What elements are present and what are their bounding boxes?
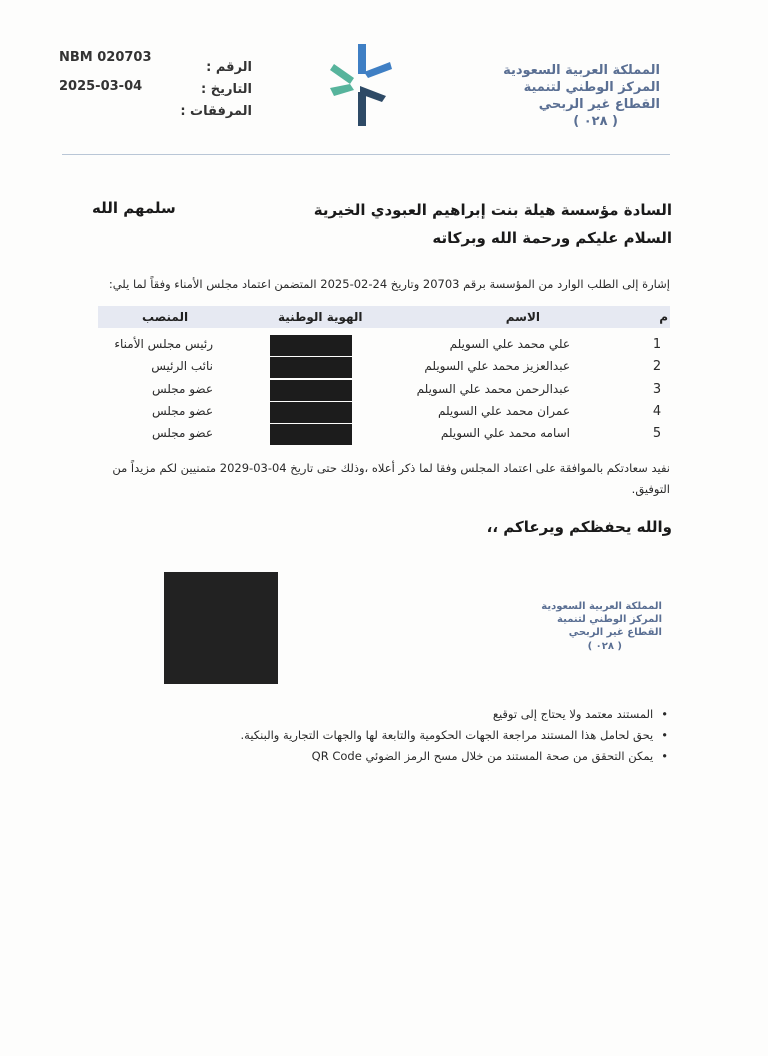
- row-num: 2: [652, 359, 662, 374]
- org-line-3: القطاع غير الربحي: [538, 97, 660, 112]
- intro-paragraph: إشارة إلى الطلب الوارد من المؤسسة برقم 20703 وتاريخ 24-02-2025 المتضمن اعتماد مجلس الأمناء وفقاً لما يلي:: [108, 277, 670, 291]
- stamp-line-2: المركز الوطني لتنمية: [557, 614, 662, 625]
- row-role: رئيس مجلس الأمناء: [114, 337, 213, 351]
- table-row: [98, 380, 670, 401]
- org-code: ( ٠٢٨ ): [573, 114, 618, 129]
- org-line-2: المركز الوطني لتنمية: [523, 80, 660, 95]
- row-name: علي محمد علي السويلم: [449, 337, 570, 351]
- row-num: 3: [652, 382, 662, 397]
- header-divider: [62, 154, 670, 155]
- date-label: التاريخ :: [201, 82, 252, 97]
- table-row: [98, 357, 670, 378]
- row-role: عضو مجلس: [151, 382, 213, 396]
- row-num: 5: [652, 426, 662, 441]
- redacted-id: [270, 402, 352, 423]
- row-name: عمران محمد علي السويلم: [437, 404, 570, 418]
- header-id: الهوية الوطنية: [278, 310, 363, 324]
- qr-code: [164, 572, 278, 684]
- ncnp-logo-icon: [330, 42, 396, 130]
- blessing: والله يحفظكم ويرعاكم ،،: [486, 518, 672, 536]
- row-role: نائب الرئيس: [151, 359, 213, 373]
- table-row: [98, 402, 670, 423]
- list-item: • يحق لحامل هذا المستند مراجعة الجهات الحكومية والتابعة لها والجهات التجارية والبنكية.: [148, 725, 668, 746]
- list-item: • يمكن التحقق من صحة المستند من خلال مسح الرمز الضوئي QR Code: [148, 746, 668, 767]
- row-name: عبدالرحمن محمد علي السويلم: [416, 382, 570, 396]
- redacted-id: [270, 335, 352, 356]
- greeting: السلام عليكم ورحمة الله وبركاته: [432, 229, 672, 247]
- table-row: [98, 335, 670, 356]
- row-name: اسامه محمد علي السويلم: [440, 426, 570, 440]
- row-role: عضو مجلس: [151, 404, 213, 418]
- addressee: السادة مؤسسة هيلة بنت إبراهيم العبودي الخيرية: [313, 201, 672, 219]
- number-label: الرقم :: [206, 60, 252, 75]
- row-role: عضو مجلس: [151, 426, 213, 440]
- stamp-line-1: المملكة العربية السعودية: [541, 601, 662, 612]
- row-name: عبدالعزيز محمد علي السويلم: [424, 359, 570, 373]
- row-num: 4: [652, 404, 662, 419]
- table-row: [98, 424, 670, 445]
- redacted-id: [270, 424, 352, 445]
- closing-paragraph: نفيد سعادتكم بالموافقة على اعتماد المجلس وفقا لما ذكر أعلاه ،وذلك حتى تاريخ 04-03-2029 متمنيين لكم مزيداً من التوفيق.: [112, 461, 670, 496]
- number-value: NBM 020703: [59, 50, 152, 65]
- org-line-1: المملكة العربية السعودية: [503, 63, 660, 78]
- notes-list: [148, 704, 668, 767]
- header-num: م: [659, 310, 668, 324]
- redacted-id: [270, 357, 352, 378]
- stamp-code: ( ٠٢٨ ): [587, 641, 622, 652]
- list-item: • المستند معتمد ولا يحتاج إلى توقيع: [148, 704, 668, 725]
- attachments-label: المرفقات :: [180, 104, 252, 119]
- redacted-id: [270, 380, 352, 401]
- date-value: 2025-03-04: [59, 79, 143, 94]
- stamp-line-3: القطاع غير الربحي: [568, 627, 662, 638]
- header-role: المنصب: [142, 310, 189, 324]
- header-name: الاسم: [505, 310, 540, 324]
- members-table-header: [98, 306, 670, 328]
- addressee-suffix: سلمهم الله: [92, 199, 176, 217]
- row-num: 1: [652, 337, 662, 352]
